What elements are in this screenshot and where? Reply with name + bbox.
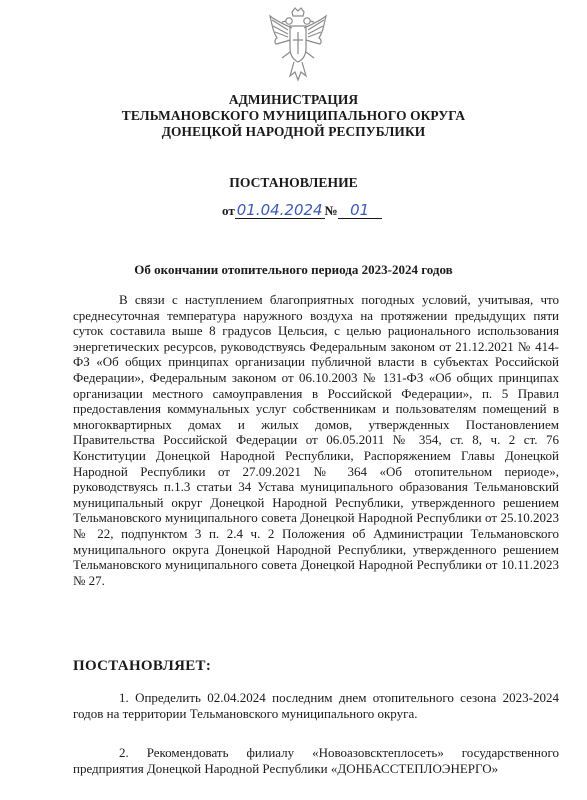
handwritten-date: 01.04.2024 (236, 201, 323, 219)
preamble-paragraph: В связи с наступлением благоприятных погодных условий, учитывая, что среднесуточная температура наружного воздуха на протяжении предыдущих пяти суток составила выше 8 градусов Цельсия, с целью рационального использования энергетических ресурсов, руководствуясь Федеральным законом от 21.12.2021 № 414-ФЗ «Об общих принципах организации публичной власти в субъектах Российской Федерации», Федеральным законом от 06.10.2003 № 131-ФЗ «Об общих принципах организации местного самоуправления в Российской Федерации», п. 5 Правил предоставления коммунальных услуг собственникам и пользователям помещений в многоквартирных домах и жилых домов, утвержденных Постановлением Правительства Российской Федерации от 06.05.2011 № 354, ст. 8, ч. 2 ст. 76 Конституции Донецкой Народной Республики, Распоряжением Главы Донецкой Народной Республики от 27.09.2021 № 364 «Об отопительном периоде», руководствуясь п.1.3 статьи 34 Устава муниципального образования Тельмановский муниципальный округ Донецкой Народной Республики, утвержденного решением Тельмановского муниципального совета Донецкой Народной Республики от 25.10.2023 № 22, подпунктом 3 п. 2.4 ч. 2 Положения об Администрации Тельмановского муниципального округа Донецкой Народной Республики, утвержденного решением Тельмановского муниципального совета Донецкой Народной Республики от 10.11.2023 № 27. (73, 292, 559, 588)
decree-heading: ПОСТАНОВЛЯЕТ: (73, 658, 212, 674)
decree-item-1: 1. Определить 02.04.2024 последним днем отопительного сезона 2023-2024 годов на территории Тельмановского муниципального округа. (73, 690, 559, 721)
header-line-1: АДМИНИСТРАЦИЯ (228, 92, 359, 107)
header-line-2: ТЕЛЬМАНОВСКОГО МУНИЦИПАЛЬНОГО ОКРУГА (121, 108, 466, 123)
document-subject: Об окончании отопительного периода 2023-2024 годов (134, 262, 453, 277)
date-number-line (222, 203, 382, 219)
handwritten-number: 01 (338, 203, 382, 219)
from-label: от (222, 203, 235, 218)
number-label: № (324, 203, 338, 218)
header-line-3: ДОНЕЦКОЙ НАРОДНОЙ РЕСПУБЛИКИ (161, 124, 426, 139)
double-headed-eagle-emblem-icon (268, 6, 328, 88)
decree-item-2: 2. Рекомендовать филиалу «Новоазовсктеплосеть» государственного предприятия Донецкой Народной Республики «ДОНБАССТЕПЛОЭНЕРГО» (73, 745, 559, 776)
doc-type-title: ПОСТАНОВЛЕНИЕ (229, 175, 358, 190)
